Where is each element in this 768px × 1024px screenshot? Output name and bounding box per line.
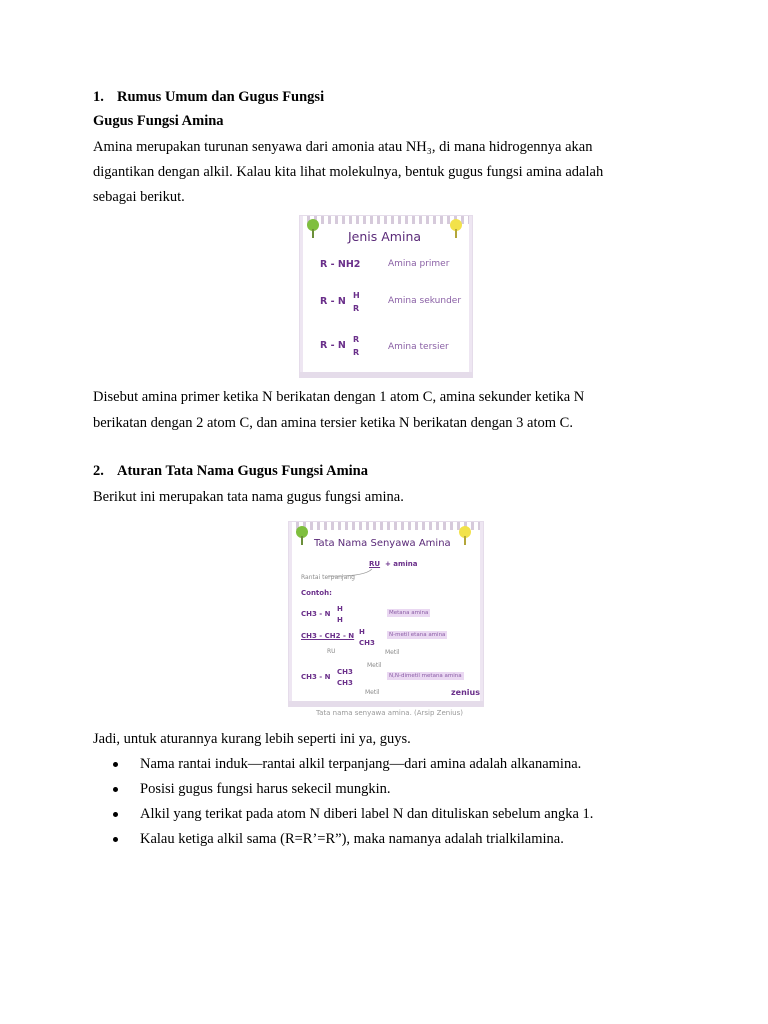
section2-intro: Berikut ini merupakan tata nama gugus fungsi amina. [93,489,404,505]
section2-heading-text: Aturan Tata Nama Gugus Fungsi Amina [117,463,368,479]
ex3-metil-bottom: Metil [365,689,380,696]
notebook-spiral-edge [289,522,483,530]
figure1-title: Jenis Amina [348,229,422,244]
ex2-formula: CH3 - CH2 - N [301,632,355,640]
tata-nama-figure [288,521,484,707]
figure-bottom-border [300,372,472,377]
ex3-name: N,N-dimetil metana amina [389,673,462,679]
rule-amina: + amina [385,560,418,568]
formula-sekunder: R - N [320,296,346,307]
yellow-pushpin-icon [455,524,475,548]
ex3-bottom: CH3 [337,679,353,687]
figure2-title: Tata Nama Senyawa Amina [314,538,451,549]
ex3-top: CH3 [337,668,353,676]
ex2-bottom: CH3 [359,639,375,647]
bullet-icon [113,787,118,792]
figure-bottom-border [289,701,483,706]
sekunder-top: H [353,291,360,300]
figure2-caption: Tata nama senyawa amina. (Arsip Zenius) [316,709,463,717]
section1-heading-text: Rumus Umum dan Gugus Fungsi [117,89,325,105]
bullet-item: Posisi gugus fungsi harus sekecil mungkin. [140,781,391,797]
ex2-metil: Metil [385,649,400,656]
contoh-label: Contoh: [301,589,332,597]
ex3-formula: CH3 - N [301,673,331,681]
label-sekunder: Amina sekunder [388,296,462,306]
yellow-pushpin-icon [446,217,466,241]
label-primer: Amina primer [388,259,450,269]
paragraph-line: berikatan dengan 2 atom C, dan amina tersier ketika N berikatan dengan 3 atom C. [93,415,573,431]
ex2-top: H [359,628,365,636]
green-pushpin-icon [304,217,324,241]
ex1-bottom: H [337,616,343,624]
figure-border-left [300,216,303,377]
label-tersier: Amina tersier [388,342,449,352]
ex2-name: N-metil etana amina [389,632,446,638]
figure-border-right [469,216,472,377]
section1-subheading: Gugus Fungsi Amina [93,113,224,129]
green-pushpin-icon [293,524,313,548]
ex1-top: H [337,605,343,613]
bullet-item: Kalau ketiga alkil sama (R=R’=R”), maka namanya adalah trialkilamina. [140,831,564,847]
paragraph-line: digantikan dengan alkil. Kalau kita lihat molekulnya, bentuk gugus fungsi amina adalah [93,164,604,180]
rule-ru: RU [369,560,381,568]
sekunder-bottom: R [353,304,360,313]
tersier-top: R [353,335,360,344]
tersier-bottom: R [353,348,360,357]
ex2-ru: RU [327,648,336,655]
paragraph-line: sebagai berikut. [93,189,185,205]
bullet-icon [113,812,118,817]
section2-after-intro: Jadi, untuk aturannya kurang lebih seperti ini ya, guys. [93,731,411,747]
ex1-formula: CH3 - N [301,610,331,618]
bullet-item: Nama rantai induk—rantai alkil terpanjang—dari amina adalah alkanamina. [140,756,582,772]
formula-primer: R - NH2 [320,259,361,270]
section1-heading [93,89,324,106]
formula-tersier: R - N [320,340,346,351]
ex3-metil-top: Metil [367,662,382,669]
paragraph-line: Amina merupakan turunan senyawa dari amonia atau NH₃, di mana hidrogennya akan [93,139,593,155]
zenius-logo: zenius [451,688,480,697]
bullet-icon [113,837,118,842]
rantai-label: Rantai terpanjang [301,574,355,581]
figure-border-left [289,522,292,706]
ex1-name: Metana amina [389,610,429,616]
section1-number: 1. [93,89,104,105]
section2-heading [93,463,368,480]
jenis-amina-figure [299,215,473,378]
figure-border-right [480,522,483,706]
paragraph-line: Disebut amina primer ketika N berikatan dengan 1 atom C, amina sekunder ketika N [93,389,585,405]
bullet-icon [113,762,118,767]
section2-number: 2. [93,463,104,479]
bullet-item: Alkil yang terikat pada atom N diberi label N dan dituliskan sebelum angka 1. [140,806,594,822]
